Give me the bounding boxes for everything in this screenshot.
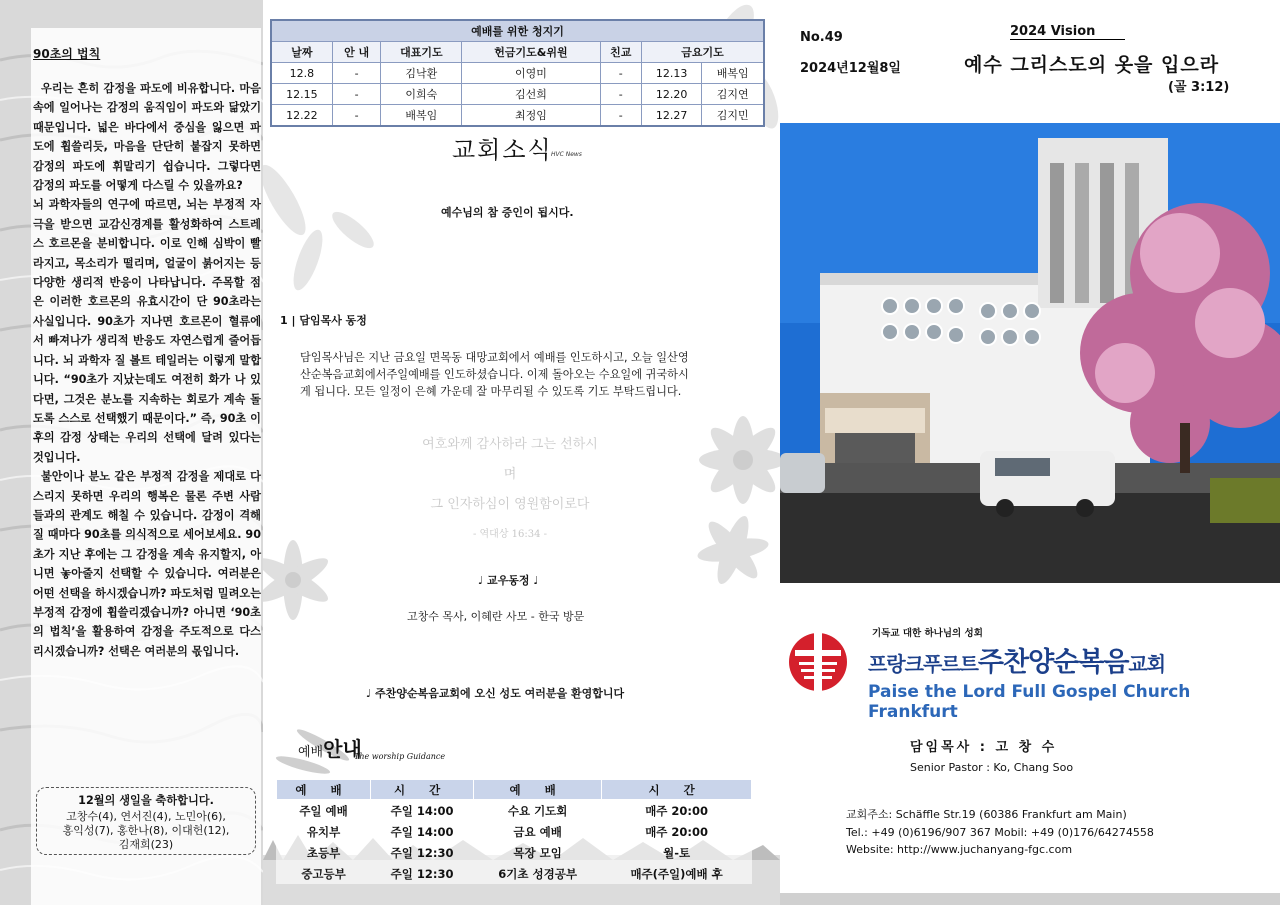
table-cell: 12.27 (641, 105, 701, 127)
birthday-title: 12월의 생일을 축하합니다. (78, 794, 214, 807)
table-cell: 이희숙 (381, 84, 462, 105)
news-title: 교회소식 (452, 136, 553, 164)
article-title: 90초의 법칙 (33, 47, 101, 61)
table-cell: 김지연 (702, 84, 764, 105)
table-cell: 금요 예배 (513, 824, 562, 839)
news-subtitle: HVC News (551, 151, 582, 158)
theme-reference: (골 3:12) (1168, 80, 1230, 95)
church-name-city: 프랑크푸르트 (868, 652, 978, 676)
vision-label: 2024 Vision (1010, 24, 1125, 40)
worship-title-prefix: 예배 (298, 745, 324, 760)
table-cell: 매주(주일)예배 후 (630, 866, 723, 881)
column-header: 금요기도 (641, 42, 764, 63)
table-cell: 월-토 (663, 845, 691, 860)
church-website-link[interactable]: Website: http://www.juchanyang-fgc.com (846, 843, 1073, 856)
article-paragraph: 불안이나 분노 같은 부정적 감정을 제대로 다스리지 못하면 우리의 행복은 물론 주변 사람들과의 관계도 해칠 수 있습니다. 감정이 격해질 때마다 90초를 의식적으로 세어보세요. 90초가 지난 후에는 그 감정을 계속 유지할지, 아니면 놓아줄지 선택할 수 있습니다. 여러분은 어떤 선택을 하시겠습니까? 파도처럼 밀려오는 부정적 감정에 휩쓸리겠습니까? 아니면 ‘90초의 법칙’을 활용하여 감정을 주도적으로 다스리시겠습니까? 선택은 여러분의 몫입니다. (33, 470, 261, 658)
table-cell: 주일 12:30 (390, 866, 454, 881)
table-cell: 유치부 (306, 824, 341, 839)
member-news-heading: ♩ 교우동정 ♩ (478, 574, 539, 587)
table-row (277, 863, 752, 884)
church-name-english: Paise the Lord Full Gospel Church Frankfurt (868, 682, 1191, 722)
table-cell: 매주 20:00 (645, 803, 709, 818)
table-cell: - (600, 63, 641, 84)
table-cell: 매주 20:00 (645, 824, 709, 839)
worship-guide-title (298, 733, 362, 762)
member-news-text: 고창수 목사, 이혜란 사모 - 한국 방문 (407, 610, 585, 623)
table-cell: 수요 기도회 (507, 803, 568, 818)
verse-line: - 역대상 16:34 - (472, 529, 548, 540)
table-cell: - (332, 63, 381, 84)
table-cell: 주일 예배 (299, 803, 348, 818)
birthday-names (37, 810, 255, 852)
pastor-news-heading: 1 | 담임목사 동정 (280, 314, 367, 327)
welcome-message: ♩ 주찬양순복음교회에 오신 성도 여러분을 환영합니다 (366, 687, 625, 700)
table-cell: - (600, 105, 641, 127)
birthday-line: 김재희(23) (118, 838, 174, 851)
slogan: 예수님의 참 증인이 됩시다. (441, 206, 574, 219)
column-header: 친교 (600, 42, 641, 63)
table-cell: 6기초 성경공부 (498, 866, 577, 881)
table-cell: 김낙환 (381, 63, 462, 84)
yearly-theme: 예수 그리스도의 옷을 입으라 (964, 54, 1220, 76)
article-paragraph: 우리는 흔히 감정을 파도에 비유합니다. 마음속에 일어나는 감정의 움직임이 파도와 닮았기 때문입니다. 넓은 바다에서 중심을 잃으면 파도에 휩쓸리듯, 마음을 단단히 붙잡지 못하면 감정의 파도에 휘말리기 쉽습니다. 그렇다면 감정의 파도를 어떻게 다스릴 수 있을까요? (33, 82, 261, 193)
column-header: 날짜 (271, 42, 332, 63)
table-cell: 12.20 (641, 84, 701, 105)
table-row (271, 84, 764, 105)
church-name-korean (868, 640, 1165, 679)
table-cell: 목장 모임 (513, 845, 562, 860)
issue-number: No.49 (800, 30, 843, 45)
table-cell: 주일 14:00 (390, 824, 454, 839)
pastor-news-text: 담임목사님은 지난 금요일 면목동 대망교회에서 예배를 인도하시고, 오늘 일산영산순복음교회에서주일예배를 인도하셨습니다. 이제 돌아오는 수요일에 귀국하시게 됩니다. 모든 일정이 은혜 가운데 잘 마무리될 수 있도록 기도 부탁드립니다. (300, 351, 689, 398)
church-address: 교회주소: Schäffle Str.19 (60386 Frankfurt am Main) (846, 808, 1127, 821)
table-cell: 12.13 (641, 63, 701, 84)
table-row (277, 842, 752, 863)
senior-pastor-korean: 담임목사 : 고 창 수 (910, 740, 1058, 755)
column-header: 안 내 (332, 42, 381, 63)
church-photo-illustration (780, 123, 1280, 583)
table-cell: 최정임 (462, 105, 600, 127)
article-paragraph: 뇌 과학자들의 연구에 따르면, 뇌는 부정적 자극을 받으면 교감신경계를 활성화하여 스트레스 호르몬을 분비합니다. 이로 인해 심박이 빨라지고, 목소리가 떨리며, 얼굴이 붉어지는 등 다양한 생리적 반응이 나타납니다. 주목할 점은 이러한 호르몬의 유효시간이 단 90초라는 사실입니다. 90초가 지나면 호르몬이 혈류에서 빠져나가 생리적 반응도 자연스럽게 줄어듭니다. 뇌 과학자 질 볼트 테일러는 이렇게 말합니다. “90초가 지났는데도 여전히 화가 나 있다면, 그것은 분노를 지속하는 회로가 계속 돌도록 스스로 선택했기 때문이다.” 즉, 90초 이후의 감정 상태는 우리의 선택에 달려 있다는 것입니다. (33, 198, 261, 464)
table-cell: 주일 14:00 (390, 803, 454, 818)
senior-pastor-english: Senior Pastor : Ko, Chang Soo (910, 761, 1074, 774)
church-name-main: 주찬양순복음 (977, 647, 1129, 678)
column-header: 시 간 (371, 780, 474, 800)
table-cell: 12.22 (271, 105, 332, 127)
article-body (33, 79, 261, 661)
table-cell: - (332, 105, 381, 127)
table-cell: 12.8 (271, 63, 332, 84)
column-header: 헌금기도&위원 (462, 42, 600, 63)
table-row (277, 800, 752, 822)
steward-schedule-table (270, 19, 765, 127)
church-name-suffix: 교회 (1128, 652, 1166, 676)
worship-guide-subtitle: The worship Guidance (354, 752, 446, 761)
worship-schedule-table (276, 779, 752, 884)
birthday-line: 고창수(4), 연서진(4), 노민아(6), (66, 810, 226, 823)
table-row (277, 821, 752, 842)
church-logo-icon (787, 617, 849, 705)
table-cell: 김선희 (462, 84, 600, 105)
table-cell: 주일 12:30 (390, 845, 454, 860)
bible-verse-watermark (420, 430, 600, 550)
column-header: 예 배 (474, 780, 602, 800)
column-header: 예 배 (277, 780, 371, 800)
worship-title-main: 안내 (323, 737, 362, 761)
column-header: 시 간 (602, 780, 752, 800)
table-cell: 김지민 (702, 105, 764, 127)
church-building-photo (780, 123, 1280, 583)
contact-info (846, 806, 1154, 859)
verse-line: 여호와께 감사하라 그는 선하시며 (422, 437, 598, 482)
verse-line: 그 인자하심이 영원함이로다 (430, 497, 590, 512)
table-cell: 초등부 (306, 845, 341, 860)
table-cell: 12.15 (271, 84, 332, 105)
table-cell: 중고등부 (301, 866, 346, 881)
birthday-box (36, 787, 256, 855)
birthday-line: 홍익성(7), 홍한나(8), 이대헌(12), (62, 824, 230, 837)
schedule-caption: 예배를 위한 청지기 (271, 20, 764, 42)
issue-date: 2024년12월8일 (800, 61, 901, 76)
table-cell: - (600, 84, 641, 105)
table-cell: 배복임 (381, 105, 462, 127)
table-cell: 이영미 (462, 63, 600, 84)
church-tagline: 기독교 대한 하나님의 성회 (872, 628, 983, 639)
table-cell: - (332, 84, 381, 105)
table-row (271, 63, 764, 84)
column-header: 대표기도 (381, 42, 462, 63)
bottom-strip (780, 893, 1280, 905)
table-cell: 배복임 (702, 63, 764, 84)
church-phone: Tel.: +49 (0)6196/907 367 Mobil: +49 (0)176/64274558 (846, 825, 1154, 839)
table-row (271, 105, 764, 127)
